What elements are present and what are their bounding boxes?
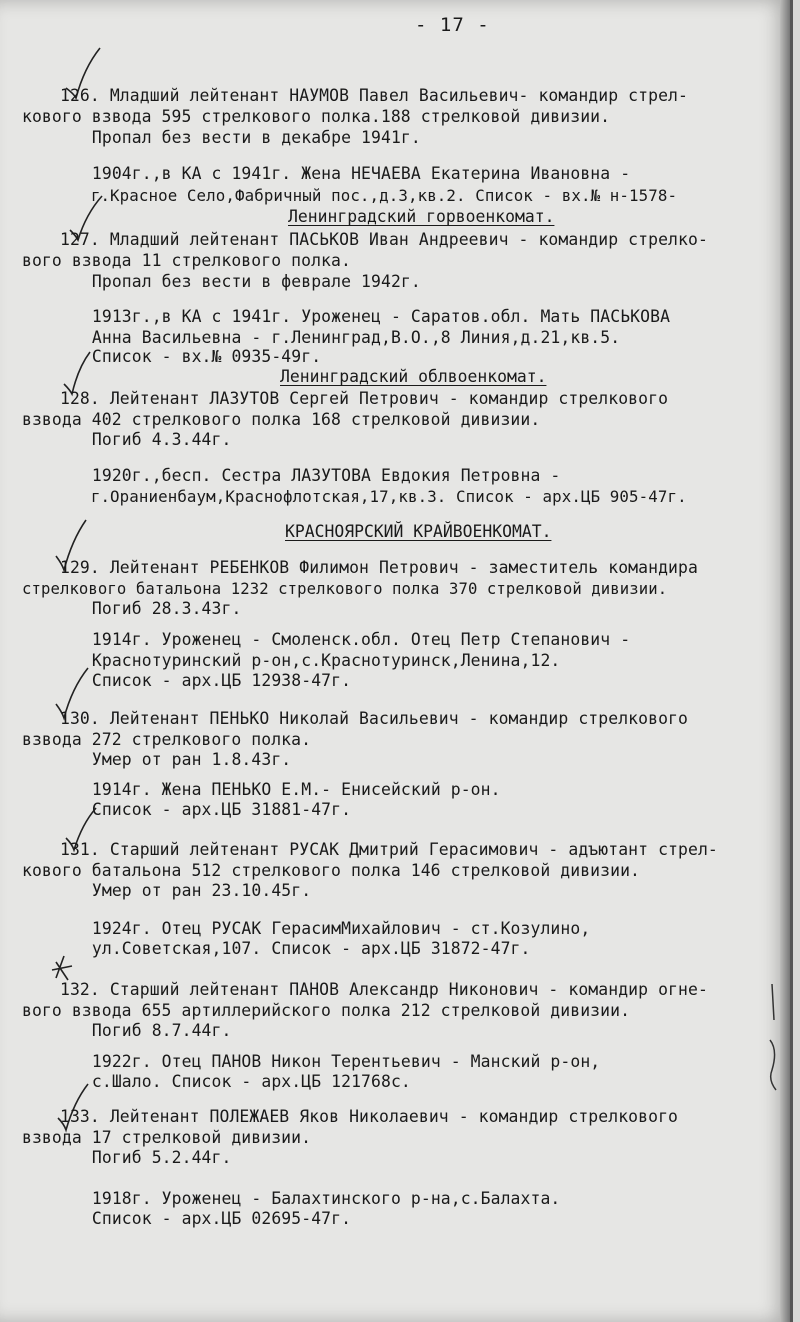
entry-130-line-4: 1914г. Жена ПЕНЬКО Е.М.- Енисейский р-он. — [62, 780, 501, 799]
entry-127-line-6: Список - вх.№ 0935-49г. — [62, 347, 322, 366]
entry-127-line-3: Пропал без вести в феврале 1942г. — [62, 272, 421, 291]
entry-127-line-2: вого взвода 11 стрелкового полка. — [22, 251, 351, 270]
entry-128-line-2: взвода 402 стрелкового полка 168 стрелковой дивизии. — [22, 410, 541, 429]
entry-128-line-4: 1920г.,бесп. Сестра ЛАЗУТОВА Евдокия Петровна - — [62, 466, 561, 485]
entry-132-line-4: 1922г. Отец ПАНОВ Никон Терентьевич - Манский р-он, — [62, 1052, 601, 1071]
entry-131-line-5: ул.Советская,107. Список - арх.ЦБ 31872-47г. — [62, 939, 531, 958]
section-heading: Ленинградский облвоенкомат. — [280, 367, 547, 386]
entry-133-line-2: взвода 17 стрелковой дивизии. — [22, 1128, 312, 1147]
entry-126-line-2: кового взвода 595 стрелкового полка.188 стрелковой дивизии. — [22, 107, 611, 126]
entry-133-line-3: Погиб 5.2.44г. — [62, 1148, 232, 1167]
entry-127-line-4: 1913г.,в КА с 1941г. Уроженец - Саратов.обл. Мать ПАСЬКОВА — [62, 307, 671, 326]
entry-130-line-1: 130. Лейтенант ПЕНЬКО Николай Васильевич - командир стрелкового — [60, 709, 688, 728]
section-heading: КРАСНОЯРСКИЙ КРАЙВОЕНКОМАТ. — [285, 522, 552, 541]
entry-126-line-5: г.Красное Село,Фабричный пос.,д.3,кв.2. Список - вх.№ н-1578- — [62, 186, 678, 205]
entry-127-line-5: Анна Васильевна - г.Ленинград,В.О.,8 Линия,д.21,кв.5. — [62, 328, 621, 347]
entry-133-line-1: 133. Лейтенант ПОЛЕЖАЕВ Яков Николаевич - командир стрелкового — [60, 1107, 679, 1126]
page-edge — [780, 0, 790, 1322]
entry-131-line-4: 1924г. Отец РУСАК ГерасимМихайлович - ст.Козулино, — [62, 919, 591, 938]
entry-128-line-5: г.Ораниенбаум,Краснофлотская,17,кв.3. Список - арх.ЦБ 905-47г. — [62, 487, 687, 506]
page-number: - 17 - — [415, 14, 490, 36]
entry-132-line-5: с.Шало. Список - арх.ЦБ 121768с. — [62, 1072, 411, 1091]
entry-129-line-2: стрелкового батальона 1232 стрелкового полка 370 стрелковой дивизии. — [22, 580, 668, 598]
entry-129-line-1: 129. Лейтенант РЕБЕНКОВ Филимон Петрович - заместитель командира — [60, 558, 698, 577]
entry-128-line-3: Погиб 4.3.44г. — [62, 430, 232, 449]
entry-132-line-3: Погиб 8.7.44г. — [62, 1021, 232, 1040]
section-heading: Ленинградский горвоенкомат. — [288, 207, 555, 226]
entry-133-line-4: 1918г. Уроженец - Балахтинского р-на,с.Балахта. — [62, 1189, 561, 1208]
entry-127-line-1: 127. Младший лейтенант ПАСЬКОВ Иван Андреевич - командир стрелко- — [60, 230, 708, 249]
entry-129-line-3: Погиб 28.3.43г. — [62, 599, 242, 618]
entry-129-line-4: 1914г. Уроженец - Смоленск.обл. Отец Петр Степанович - — [62, 630, 631, 649]
entry-132-line-1: 132. Старший лейтенант ПАНОВ Александр Никонович - командир огне- — [60, 980, 708, 999]
entry-131-line-3: Умер от ран 23.10.45г. — [62, 881, 312, 900]
entry-131-line-1: 131. Старший лейтенант РУСАК Дмитрий Герасимович - адъютант стрел- — [60, 840, 718, 859]
entry-133-line-5: Список - арх.ЦБ 02695-47г. — [62, 1209, 352, 1228]
entry-126-line-3: Пропал без вести в декабре 1941г. — [62, 128, 421, 147]
entry-126-line-4: 1904г.,в КА с 1941г. Жена НЕЧАЕВА Екатерина Ивановна - — [62, 164, 631, 183]
entry-129-line-5: Краснотуринский р-он,с.Краснотуринск,Ленина,12. — [62, 651, 561, 670]
entry-130-line-3: Умер от ран 1.8.43г. — [62, 750, 292, 769]
entry-131-line-2: кового батальона 512 стрелкового полка 146 стрелковой дивизии. — [22, 861, 641, 880]
entry-128-line-1: 128. Лейтенант ЛАЗУТОВ Сергей Петрович - командир стрелкового — [60, 389, 669, 408]
entry-132-line-2: вого взвода 655 артиллерийского полка 212 стрелковой дивизии. — [22, 1001, 631, 1020]
entry-130-line-2: взвода 272 стрелкового полка. — [22, 730, 312, 749]
entry-130-line-5: Список - арх.ЦБ 31881-47г. — [62, 800, 352, 819]
entry-126-line-1: 126. Младший лейтенант НАУМОВ Павел Васильевич- командир стрел- — [60, 86, 688, 105]
margin-handwriting-mark — [764, 980, 784, 1100]
entry-129-line-6: Список - арх.ЦБ 12938-47г. — [62, 671, 352, 690]
